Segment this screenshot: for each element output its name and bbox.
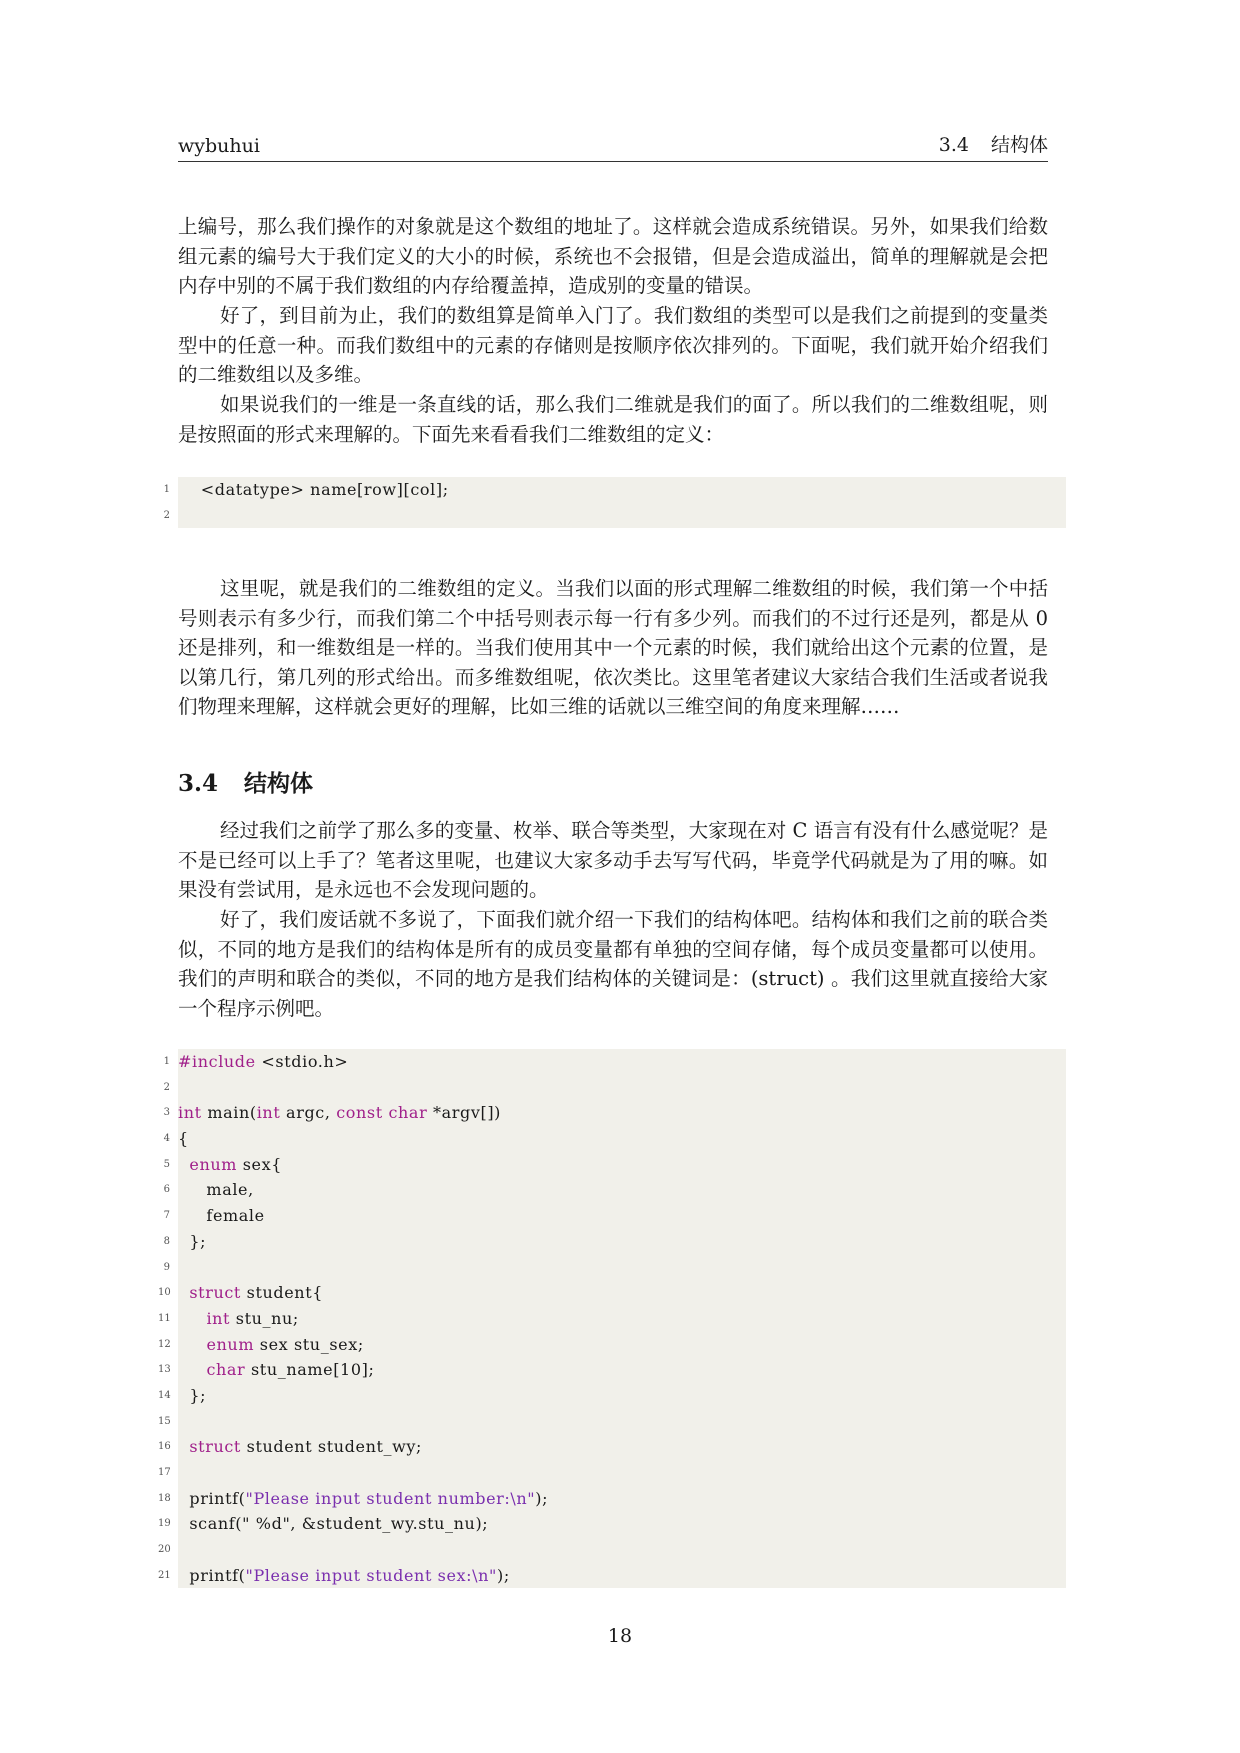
page-number: 18 [607, 1625, 633, 1647]
code-line [158, 1280, 1066, 1306]
code-text: student{ [240, 1283, 324, 1303]
line-number: 16 [158, 1441, 171, 1453]
line-number: 21 [158, 1569, 171, 1581]
code-text: printf( [178, 1565, 246, 1585]
code-line [158, 1434, 1066, 1460]
code-line [158, 1409, 1066, 1435]
line-number: 2 [163, 509, 170, 521]
code-line [158, 1511, 1066, 1537]
section-number: 3.4 [178, 770, 219, 797]
line-number: 4 [163, 1133, 170, 1145]
code-keyword: int [178, 1103, 202, 1123]
code-keyword: struct [189, 1437, 241, 1457]
code-text: male, [178, 1180, 254, 1200]
code-line [158, 1460, 1066, 1486]
code-line [158, 1563, 1066, 1589]
header-section-number: 3.4 [938, 134, 969, 156]
code-line [163, 1203, 1066, 1229]
line-number: 3 [163, 1107, 170, 1119]
code-text: ); [535, 1488, 549, 1508]
code-text: }; [178, 1231, 207, 1251]
code-line [158, 1537, 1066, 1563]
line-number: 2 [163, 1081, 170, 1093]
code-text [178, 1155, 189, 1174]
paragraph-4: 这里呢，就是我们的二维数组的定义。当我们以面的形式理解二维数组的时候，我们第一个中括号则表示有多少行，而我们第二个中括号则表示每一行有多少列。而我们的不过行还是列，都是从 0 还是排列，和一维数组是一样的。当我们使用其中一个元素的时候，我们就给出这个元素的位置，是以第几行，第几列的形式给出。而多维数组呢，依次类比。这里笔者建议大家结合我们生活或者说我们物理来理解，这样就会更好的理解，比如三维的话就以三维空间的角度来理解…… [178, 577, 1048, 718]
code-text [178, 1360, 206, 1379]
line-number: 6 [163, 1184, 170, 1196]
line-number: 19 [158, 1518, 171, 1530]
page-header [178, 131, 1048, 162]
code-line [158, 1486, 1066, 1512]
code-text: stu_name[10]; [245, 1360, 375, 1380]
paragraph-2: 好了，到目前为止，我们的数组算是简单入门了。我们数组的类型可以是我们之前提到的变量类型中的任意一种。而我们数组中的元素的存储则是按顺序依次排列的。下面呢，我们就开始介绍我们的二维数组以及多维。 [178, 304, 1048, 386]
code-text: female [178, 1206, 265, 1226]
line-number: 18 [158, 1492, 171, 1504]
paragraph-5: 经过我们之前学了那么多的变量、枚举、联合等类型，大家现在对 C 语言有没有什么感觉呢？是不是已经可以上手了？笔者这里呢，也建议大家多动手去写写代码，毕竟学代码就是为了用的嘛。如果没有尝试用，是永远也不会发现问题的。 [178, 819, 1048, 901]
code-text [178, 1437, 189, 1456]
code-text [178, 1335, 206, 1354]
code-text: ); [497, 1565, 510, 1585]
code-keyword: struct [189, 1283, 241, 1303]
code-text: scanf(" %d", &student_wy.stu_nu); [178, 1514, 489, 1534]
code-line [163, 1126, 1066, 1152]
code-keyword: int [256, 1103, 281, 1123]
code-line [163, 1075, 1066, 1101]
line-number: 11 [158, 1312, 171, 1324]
code-keyword: const [336, 1103, 383, 1123]
code-line [158, 1332, 1066, 1358]
code-text: sex{ [237, 1154, 282, 1174]
code-text: student student_wy; [240, 1437, 423, 1457]
code-text [178, 1283, 189, 1302]
code-line [158, 1306, 1066, 1332]
code-line [163, 503, 1066, 529]
paragraph-6: 好了，我们废话就不多说了，下面我们就介绍一下我们的结构体吧。结构体和我们之前的联合类似，不同的地方是我们的结构体是所有的成员变量都有单独的空间存储，每个成员变量都可以使用。我们的声明和联合的类似，不同的地方是我们结构体的关键词是：(struct) 。我们这里就直接给大家一个程序示例吧。 [178, 908, 1048, 1020]
code-keyword: #include [178, 1052, 256, 1071]
code-line [163, 1177, 1066, 1203]
code-keyword: char [388, 1103, 428, 1123]
line-number: 15 [158, 1415, 171, 1427]
code-keyword: int [206, 1308, 231, 1328]
code-text: }; [178, 1385, 207, 1405]
section-title: 结构体 [244, 770, 314, 797]
code-line [163, 1229, 1066, 1255]
code-line [158, 1383, 1066, 1409]
code-text: sex stu_sex; [254, 1334, 364, 1354]
header-section-title: 结构体 [990, 134, 1048, 156]
line-number: 17 [158, 1467, 171, 1478]
code-text: { [178, 1129, 189, 1149]
code-line [163, 477, 1066, 503]
line-number: 20 [158, 1544, 171, 1556]
code-string: "Please input student number:\n" [245, 1488, 536, 1508]
code-text: <datatype> name[row][col]; [178, 480, 449, 499]
code-text: *argv[]) [427, 1103, 502, 1123]
code-text: stu_nu; [230, 1308, 299, 1328]
line-number: 13 [158, 1364, 171, 1376]
paragraph-3: 如果说我们的一维是一条直线的话，那么我们二维就是我们的面了。所以我们的二维数组呢，则是按照面的形式来理解的。下面先来看看我们二维数组的定义： [178, 393, 1048, 446]
code-block-struct-example [158, 1049, 1066, 1588]
paragraph-1: 上编号，那么我们操作的对象就是这个数组的地址了。这样就会造成系统错误。另外，如果我们给数组元素的编号大于我们定义的大小的时候，系统也不会报错，但是会造成溢出，简单的理解就是会把内存中别的不属于我们数组的内存给覆盖掉，造成别的变量的错误。 [178, 215, 1048, 297]
code-line [163, 1255, 1066, 1281]
code-text: printf( [178, 1488, 246, 1508]
line-number: 5 [163, 1158, 170, 1170]
code-text: <stdio.h> [255, 1052, 349, 1071]
code-text: argc, [280, 1103, 337, 1123]
code-text [178, 1309, 206, 1328]
code-keyword: char [206, 1360, 246, 1380]
line-number: 9 [163, 1261, 170, 1273]
code-text: main( [201, 1103, 257, 1123]
header-author: wybuhui [178, 135, 260, 157]
code-block-definition [163, 477, 1066, 528]
code-keyword: enum [206, 1334, 255, 1354]
line-number: 10 [158, 1287, 171, 1299]
line-number: 1 [163, 484, 170, 495]
code-line [163, 1152, 1066, 1178]
line-number: 14 [158, 1389, 171, 1401]
code-line [158, 1357, 1066, 1383]
code-string: "Please input student sex:\n" [245, 1565, 498, 1585]
code-line [163, 1049, 1066, 1075]
line-number: 8 [163, 1235, 170, 1247]
line-number: 12 [158, 1338, 171, 1350]
code-keyword: enum [189, 1154, 238, 1174]
line-number: 1 [163, 1056, 170, 1067]
code-line [163, 1100, 1066, 1126]
section-heading [178, 765, 313, 798]
line-number: 7 [163, 1210, 170, 1222]
header-section [939, 130, 1048, 157]
